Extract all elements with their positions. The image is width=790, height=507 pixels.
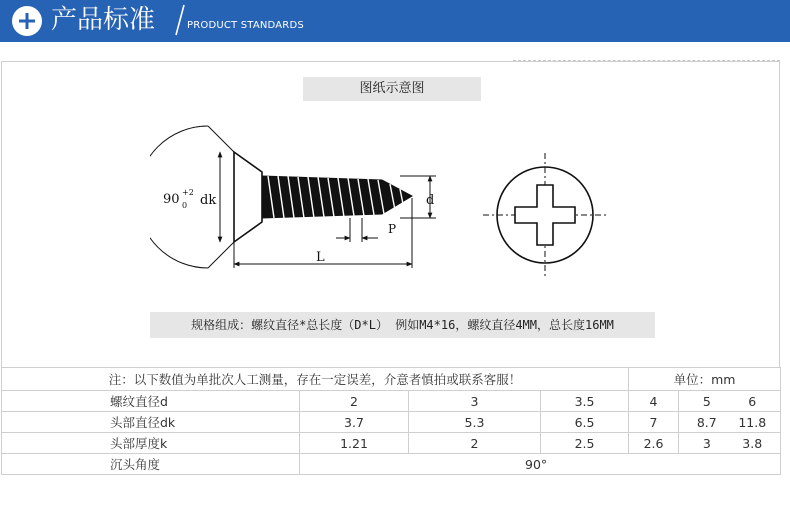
top-view bbox=[483, 153, 607, 277]
spec-format-caption: 规格组成：螺纹直径*总长度（D*L） 例如M4*16，螺纹直径4MM，总长度16MM bbox=[150, 312, 655, 338]
row-label: 沉头角度 bbox=[2, 454, 300, 475]
angle-tolerance-plus: +2 bbox=[182, 188, 194, 197]
table-cell: 7 bbox=[629, 412, 679, 433]
pitch-label: P bbox=[388, 222, 397, 236]
row-label: 螺纹直径d bbox=[2, 391, 300, 412]
side-view bbox=[150, 126, 436, 268]
table-cell-5: 3 bbox=[702, 435, 711, 451]
table-cell: 3.5 bbox=[541, 391, 629, 412]
table-cell: 2 bbox=[409, 433, 541, 454]
section-header bbox=[0, 0, 790, 42]
screw-drawing bbox=[150, 118, 630, 278]
table-cell: 4 bbox=[629, 391, 679, 412]
length-label: L bbox=[316, 250, 325, 265]
table-cell: 3 bbox=[409, 391, 541, 412]
table-cell-5: 5 bbox=[702, 393, 711, 409]
angle-tolerance-zero: 0 bbox=[182, 201, 188, 210]
table-cell: 90° bbox=[300, 454, 781, 475]
row-label: 头部直径dk bbox=[2, 412, 300, 433]
table-cell bbox=[679, 433, 781, 454]
slash-divider bbox=[174, 3, 186, 37]
head-diameter-label: dk bbox=[200, 193, 217, 208]
table-unit: 单位：mm bbox=[629, 368, 781, 391]
table-cell: 3.7 bbox=[300, 412, 409, 433]
table-cell: 6.5 bbox=[541, 412, 629, 433]
table-note-row bbox=[2, 368, 781, 391]
row-label: 头部厚度k bbox=[2, 433, 300, 454]
table-cell: 1.21 bbox=[300, 433, 409, 454]
table-cell bbox=[679, 391, 781, 412]
drawing-title: 图纸示意图 bbox=[303, 77, 481, 101]
table-cell-6: 3.8 bbox=[742, 435, 763, 451]
table-cell: 2.6 bbox=[629, 433, 679, 454]
table-note: 注：以下数值为单批次人工测量，存在一定误差，介意者慎拍或联系客服！ bbox=[2, 368, 629, 391]
table-cell-6: 6 bbox=[748, 393, 757, 409]
table-cell: 2 bbox=[300, 391, 409, 412]
table-cell-5: 8.7 bbox=[696, 414, 717, 430]
section-subtitle: PRODUCT STANDARDS bbox=[187, 20, 304, 31]
angle-label: 90 bbox=[163, 192, 180, 207]
section-title: 产品标准 bbox=[51, 5, 156, 35]
table-row bbox=[2, 454, 781, 475]
spec-table bbox=[1, 367, 781, 475]
plus-icon bbox=[12, 6, 42, 36]
thread-diameter-label: d bbox=[426, 193, 435, 208]
table-row bbox=[2, 391, 781, 412]
table-row bbox=[2, 433, 781, 454]
table-row bbox=[2, 412, 781, 433]
table-cell-6: 11.8 bbox=[738, 414, 767, 430]
table-cell: 2.5 bbox=[541, 433, 629, 454]
table-cell bbox=[679, 412, 781, 433]
table-cell: 5.3 bbox=[409, 412, 541, 433]
